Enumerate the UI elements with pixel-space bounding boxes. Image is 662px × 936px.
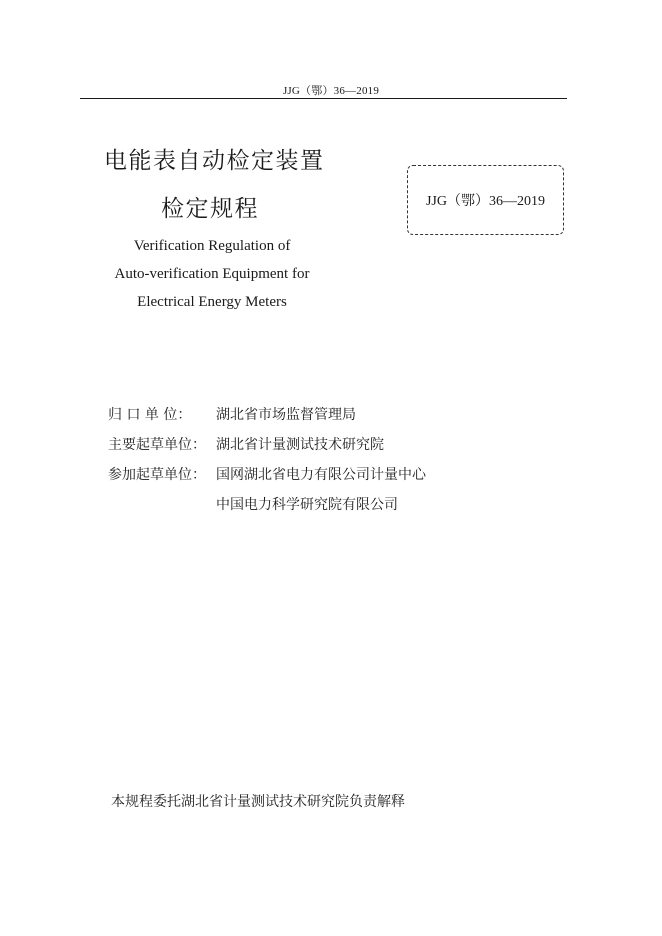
title-en [90, 232, 334, 316]
title-en-line: Verification Regulation of [133, 238, 291, 254]
regulation-code: JJG（鄂）36—2019 [425, 194, 545, 209]
main-drafter-value: 湖北省计量测试技术研究院 [216, 437, 384, 453]
authority-row [108, 400, 426, 430]
title-cn-line1: 电能表自动检定装置 [104, 148, 325, 174]
main-drafter-row [108, 430, 426, 460]
co-drafter-row-continued [108, 490, 426, 520]
co-drafter-value: 中国电力科学研究院有限公司 [216, 497, 398, 513]
co-drafter-value: 国网湖北省电力有限公司计量中心 [216, 467, 426, 483]
authority-label: 归 口 单 位： [108, 407, 192, 423]
regulation-code-box [407, 165, 564, 235]
title-cn-line2: 检定规程 [161, 196, 259, 222]
title-en-line: Electrical Energy Meters [137, 294, 287, 310]
co-drafter-row [108, 460, 426, 490]
interpretation-note: 本规程委托湖北省计量测试技术研究院负责解释 [111, 794, 405, 810]
authority-value: 湖北省市场监督管理局 [216, 407, 356, 423]
main-drafter-label: 主要起草单位： [108, 437, 206, 453]
drafting-info [108, 400, 426, 520]
header-divider [80, 98, 567, 99]
running-header-code: JJG（鄂）36—2019 [282, 85, 380, 97]
co-drafter-label: 参加起草单位： [108, 467, 206, 483]
title-en-line: Auto-verification Equipment for [114, 266, 310, 282]
